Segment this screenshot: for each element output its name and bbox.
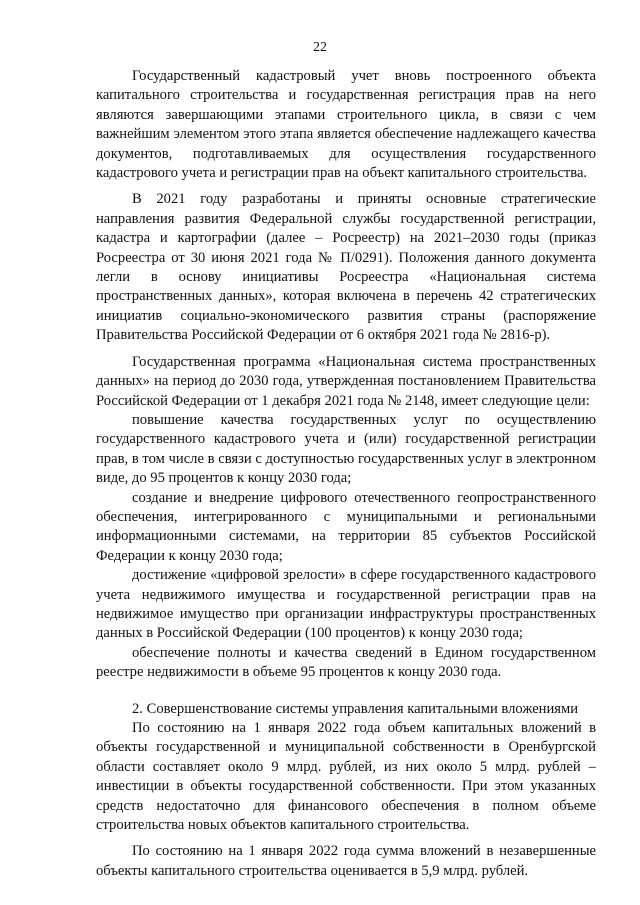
paragraph-cadastral-registration: Государственный кадастровый учет вновь построенного объекта капитального строительства и государственная регистрация прав на него являются завершающими этапами строительного цикла, в связи с чем важнейшим элементом этого этапа является обеспечение надлежащего качества документов, подготавливаемых для осуществления государственного кадастрового учета и регистрации прав на объект капитального строительства. [96, 68, 596, 182]
goal-item-2: создание и внедрение цифрового отечественного геопространственного обеспечения, интегрированного с муниципальными и региональными информационными системами, на территории 85 субъектов Российской Федерации к концу 2030 года; [96, 489, 596, 564]
goal-item-1: повышение качества государственных услуг по осуществлению государственного кадастрового учета и (или) государственной регистрации прав, в том числе в связи с доступностью государственных услуг в электронном виде, до 95 процентов к концу 2030 года; [96, 411, 596, 487]
goal-item-4: обеспечение полноты и качества сведений в Едином государственном реестре недвижимости в объеме 95 процентов к концу 2030 года. [96, 644, 596, 681]
section-heading: 2. Совершенствование системы управления капитальными вложениями [132, 700, 579, 717]
document-body [96, 67, 596, 881]
page-number: 22 [313, 40, 327, 55]
paragraph-strategic-directions: В 2021 году разработаны и приняты основные стратегические направления развития Федеральной службы государственной регистрации, кадастра и картографии (далее – Росреестр) на 2021–2030 годы (приказ Росреестра от 30 июня 2021 года № П/0291). Положения данного документа легли в основу инициативы Росреестра «Национальная система пространственных данных», которая включена в перечень 42 стратегических инициатив социально-экономического развития страны (распоряжение Правительства Российской Федерации от 6 октября 2021 года № 2816-р). [96, 191, 596, 344]
goal-item-3: достижение «цифровой зрелости» в сфере государственного кадастрового учета недвижимого имущества и государственной регистрации прав на недвижимое имущество при организации инфраструктуры пространственных данных в Российской Федерации (100 процентов) к концу 2030 года; [96, 567, 596, 642]
paragraph-state-program: Государственная программа «Национальная система пространственных данных» на период до 2030 года, утвержденная постановлением Правительства Российской Федерации от 1 декабря 2021 года № 2148, имеет следующие цели: [96, 353, 596, 409]
paragraph-unfinished-objects: По состоянию на 1 января 2022 года сумма вложений в незавершенные объекты капитального строительства оценивается в 5,9 млрд. рублей. [96, 843, 596, 879]
paragraph-capital-investments: По состоянию на 1 января 2022 года объем капитальных вложений в объекты государственной и муниципальной собственности в Оренбургской области составляет около 9 млрд. рублей, из них около 5 млрд. рублей – инвестиции в объекты государственной собственности. При этом указанных средств недостаточно для финансового обеспечения в полном объеме строительства новых объектов капитального строительства. [96, 720, 596, 834]
